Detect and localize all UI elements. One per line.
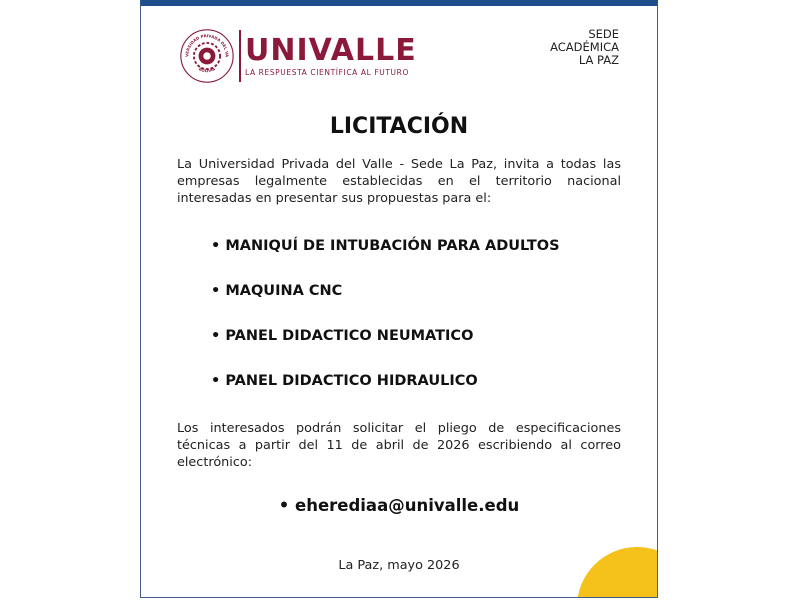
campus-label-line: LA PAZ xyxy=(578,53,619,67)
document-page xyxy=(140,0,658,598)
instructions-paragraph: Los interesados podrán solicitar el pliego de especificaciones técnicas a partir del 11 de abril de 2026 escribiendo al correo electrónico: xyxy=(177,421,621,470)
contact-email[interactable]: • eherediaa@univalle.edu xyxy=(278,496,520,515)
page-title: LICITACIÓN xyxy=(329,114,469,139)
brand-name: UNIVALLE xyxy=(245,33,417,68)
list-item: • PANEL DIDACTICO HIDRAULICO xyxy=(211,367,560,412)
list-item: • MANIQUÍ DE INTUBACIÓN PARA ADULTOS xyxy=(211,232,560,277)
tender-items-list xyxy=(211,232,560,412)
brand-tagline: LA RESPUESTA CIENTÍFICA AL FUTURO xyxy=(245,68,409,77)
university-seal-icon xyxy=(179,28,235,84)
campus-label-line: ACADÉMICA xyxy=(550,40,619,54)
brand-block xyxy=(245,35,417,77)
svg-text:UNIVERSIDAD PRIVADA DEL VALLE: VERSIDAD PRIVADA DEL VA xyxy=(184,33,230,58)
intro-paragraph: La Universidad Privada del Valle - Sede La Paz, invita a todas las empresas legalmente establecidas en el territorio nacional interesadas en presentar sus propuestas para el: xyxy=(177,157,621,206)
list-item: • MAQUINA CNC xyxy=(211,277,560,322)
corner-decoration xyxy=(577,547,658,598)
list-item: • PANEL DIDACTICO NEUMATICO xyxy=(211,322,560,367)
svg-text:BOLIVIA: BOLIVIA xyxy=(198,66,216,74)
univalle-logo xyxy=(179,28,417,84)
campus-label xyxy=(550,28,619,67)
closing-date: La Paz, mayo 2026 xyxy=(338,558,460,573)
logo-divider xyxy=(239,30,241,82)
campus-label-line: SEDE xyxy=(588,27,619,41)
